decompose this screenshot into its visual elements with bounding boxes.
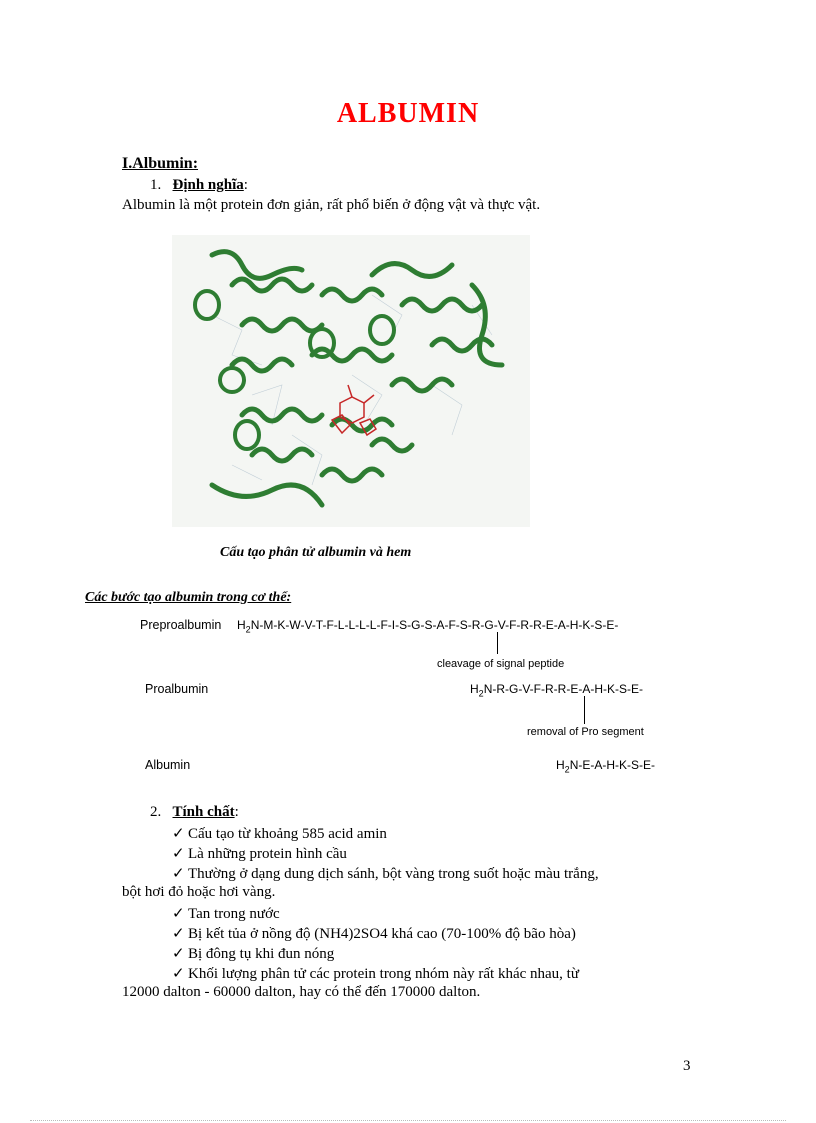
section-heading: I.Albumin: <box>122 155 199 172</box>
list-item-text: Cấu tạo từ khoảng 585 acid amin <box>188 826 387 842</box>
check-icon: ✓ <box>172 926 185 942</box>
subsection-number: 2. <box>150 804 162 820</box>
subscript-2: 2 <box>564 764 570 775</box>
colon: : <box>243 177 248 193</box>
list-item-text: Là những protein hình cầu <box>188 846 347 862</box>
figure-caption: Cấu tạo phân tử albumin và hem <box>220 545 412 560</box>
proalbumin-sequence <box>470 682 643 698</box>
preproalbumin-label: Preproalbumin <box>140 618 222 632</box>
h-symbol: H <box>237 618 246 632</box>
list-item-continuation: bột hơi đỏ hoặc hơi vàng. <box>122 884 276 900</box>
list-item <box>172 844 347 864</box>
list-item-text: Bị kết tủa ở nồng độ (NH4)2SO4 khá cao (70-100% độ bão hòa) <box>188 926 576 942</box>
sequence-text: N-E-A-H-K-S-E- <box>569 758 656 772</box>
list-item <box>172 824 387 844</box>
subsection-label: Tính chất <box>172 804 235 820</box>
preproalbumin-sequence <box>237 618 618 634</box>
subsection-number: 1. <box>150 177 162 193</box>
protein-structure-image <box>172 235 530 527</box>
albumin-label: Albumin <box>145 758 191 772</box>
page-number: 3 <box>683 1058 691 1074</box>
cleavage-annotation: cleavage of signal peptide <box>437 658 565 670</box>
subscript-2: 2 <box>478 688 484 699</box>
list-item-text: Thường ở dạng dung dịch sánh, bột vàng trong suốt hoặc màu trắng, <box>188 866 599 882</box>
sequence-text: N-R-G-V-F-R-R-E-A-H-K-S-E- <box>483 682 643 696</box>
list-item <box>172 904 280 924</box>
list-item-text: Bị đông tụ khi đun nóng <box>188 946 335 962</box>
cleavage-line <box>497 632 498 654</box>
sequence-text: N-M-K-W-V-T-F-L-L-L-L-F-I-S-G-S-A-F-S-R-G-V-F-R-R-E-A-H-K-S-E- <box>250 618 619 632</box>
footer-divider <box>30 1120 786 1121</box>
removal-annotation: removal of Pro segment <box>527 726 644 738</box>
albumin-sequence <box>556 758 655 774</box>
removal-line <box>584 696 585 724</box>
list-item <box>172 964 579 984</box>
check-icon: ✓ <box>172 846 185 862</box>
proalbumin-label: Proalbumin <box>145 682 209 696</box>
subscript-2: 2 <box>245 624 251 635</box>
h-symbol: H <box>556 758 565 772</box>
list-item <box>172 864 599 884</box>
subsection-label: Định nghĩa <box>172 177 244 193</box>
definition-text: Albumin là một protein đơn giản, rất phổ biến ở động vật và thực vật. <box>122 197 541 213</box>
colon: : <box>234 804 239 820</box>
check-icon: ✓ <box>172 826 185 842</box>
list-item-text: Tan trong nước <box>188 906 280 922</box>
page-title: ALBUMIN <box>336 98 480 129</box>
list-item <box>172 944 334 964</box>
albumin-ribbon-illustration <box>172 235 530 527</box>
list-item-continuation: 12000 dalton - 60000 dalton, hay có thể đến 170000 dalton. <box>122 984 481 1000</box>
h-symbol: H <box>470 682 479 696</box>
list-item <box>172 924 576 944</box>
steps-heading: Các bước tạo albumin trong cơ thể: <box>85 590 292 605</box>
subsection-definition <box>150 177 248 194</box>
check-icon: ✓ <box>172 866 185 882</box>
check-icon: ✓ <box>172 946 185 962</box>
list-item-text: Khối lượng phân tử các protein trong nhóm này rất khác nhau, từ <box>188 966 579 982</box>
check-icon: ✓ <box>172 966 185 982</box>
check-icon: ✓ <box>172 906 185 922</box>
subsection-properties <box>150 804 239 821</box>
